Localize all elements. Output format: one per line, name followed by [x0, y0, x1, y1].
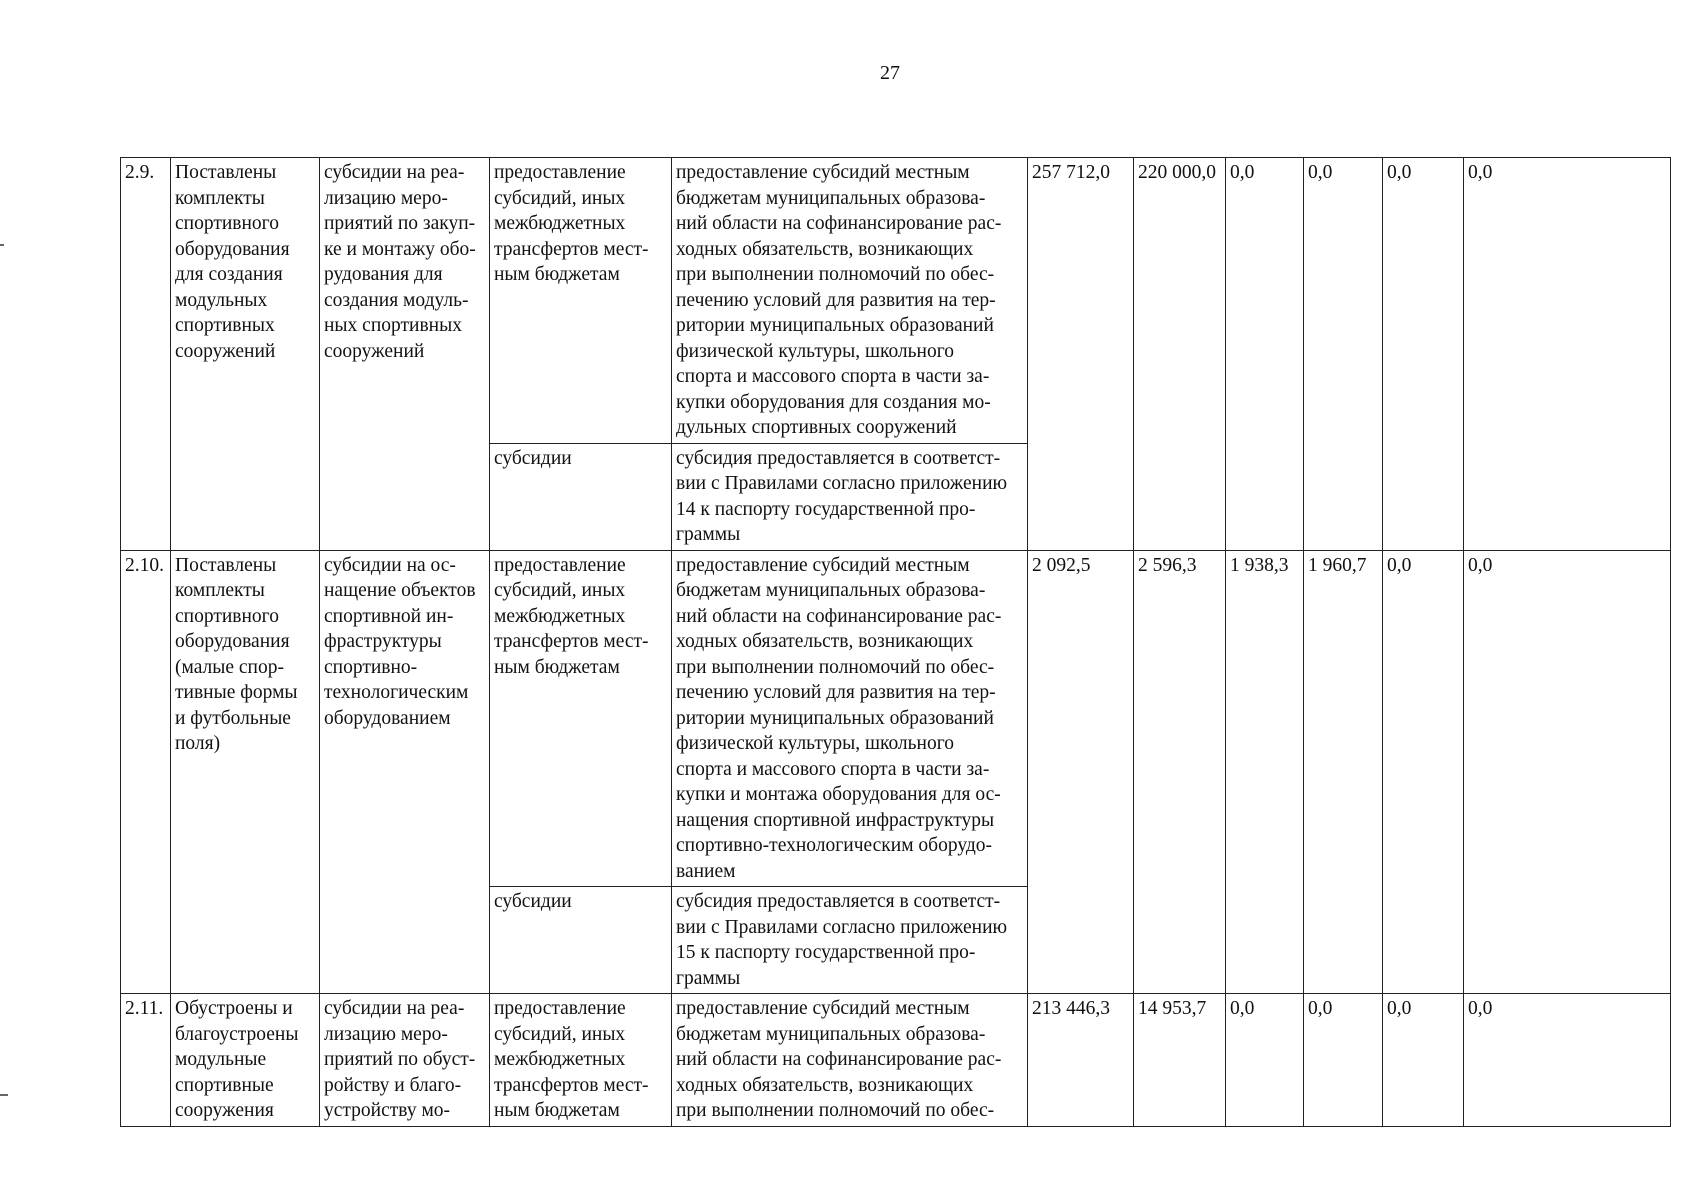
row-number: 2.11.	[121, 994, 171, 1127]
result-cell: Поставлены комплекты спортивного оборудования (малые спор- тивные формы и футбольные поля)	[171, 550, 320, 994]
measure-cell: субсидии на реа- лизацию меро- приятий по обуст- ройству и благо- устройству мо-	[320, 994, 490, 1127]
value-cell: 0,0	[1464, 158, 1671, 551]
value-cell: 213 446,3	[1028, 994, 1134, 1127]
description-cell: предоставление субсидий местным бюджетам муниципальных образова- ний области на софинансирование рас- ходных обязательств, возникающих при выполнении полномочий по обес-	[672, 994, 1028, 1127]
description-cell: субсидия предоставляется в соответст- вии с Правилами согласно приложению 15 к паспорту государственной про- граммы	[672, 887, 1028, 994]
value-cell: 1 960,7	[1304, 550, 1383, 994]
value-cell: 0,0	[1464, 550, 1671, 994]
support-type-cell: предоставление субсидий, иных межбюджетных трансфертов мест- ным бюджетам	[490, 158, 672, 444]
value-cell: 0,0	[1226, 158, 1304, 551]
measure-cell: субсидии на ос- нащение объектов спортивной ин- фраструктуры спортивно- технологическим оборудованием	[320, 550, 490, 994]
table-row	[121, 994, 1671, 1127]
table-row	[121, 550, 1671, 887]
scan-margin-mark	[0, 244, 4, 246]
measure-cell: субсидии на реа- лизацию меро- приятий по закуп- ке и монтажу обо- рудования для создания модуль- ных спортивных сооружений	[320, 158, 490, 551]
value-cell: 2 596,3	[1134, 550, 1226, 994]
value-cell: 0,0	[1383, 994, 1464, 1127]
support-type-cell: субсидии	[490, 443, 672, 550]
result-cell: Обустроены и благоустроены модульные спортивные сооружения	[171, 994, 320, 1127]
value-cell: 0,0	[1226, 994, 1304, 1127]
description-cell: субсидия предоставляется в соответст- вии с Правилами согласно приложению 14 к паспорту государственной про- граммы	[672, 443, 1028, 550]
value-cell: 1 938,3	[1226, 550, 1304, 994]
value-cell: 0,0	[1383, 158, 1464, 551]
value-cell: 14 953,7	[1134, 994, 1226, 1127]
value-cell: 0,0	[1383, 550, 1464, 994]
support-type-cell: предоставление субсидий, иных межбюджетных трансфертов мест- ным бюджетам	[490, 550, 672, 887]
value-cell: 257 712,0	[1028, 158, 1134, 551]
description-cell: предоставление субсидий местным бюджетам муниципальных образова- ний области на софинансирование рас- ходных обязательств, возникающих при выполнении полномочий по обес- печению условий для развития на тер- ритории муниципальных образований физической культуры, школьного спорта и массового спорта в части за- купки и монтажа оборудования для ос- нащения спортивной инфраструктуры спортивно-технологическим оборудо- ванием	[672, 550, 1028, 887]
value-cell: 0,0	[1464, 994, 1671, 1127]
scan-margin-mark	[0, 1094, 8, 1096]
value-cell: 2 092,5	[1028, 550, 1134, 994]
result-cell: Поставлены комплекты спортивного оборудования для создания модульных спортивных сооружений	[171, 158, 320, 551]
page-number: 27	[880, 62, 900, 84]
table-row	[121, 158, 1671, 444]
row-number: 2.9.	[121, 158, 171, 551]
program-table	[120, 157, 1671, 1127]
support-type-cell: субсидии	[490, 887, 672, 994]
value-cell: 0,0	[1304, 994, 1383, 1127]
description-cell: предоставление субсидий местным бюджетам муниципальных образова- ний области на софинансирование рас- ходных обязательств, возникающих при выполнении полномочий по обес- печению условий для развития на тер- ритории муниципальных образований физической культуры, школьного спорта и массового спорта в части за- купки оборудования для создания мо- дульных спортивных сооружений	[672, 158, 1028, 444]
row-number: 2.10.	[121, 550, 171, 994]
value-cell: 0,0	[1304, 158, 1383, 551]
support-type-cell: предоставление субсидий, иных межбюджетных трансфертов мест- ным бюджетам	[490, 994, 672, 1127]
page-bottom-margin	[0, 1144, 1697, 1200]
value-cell: 220 000,0	[1134, 158, 1226, 551]
